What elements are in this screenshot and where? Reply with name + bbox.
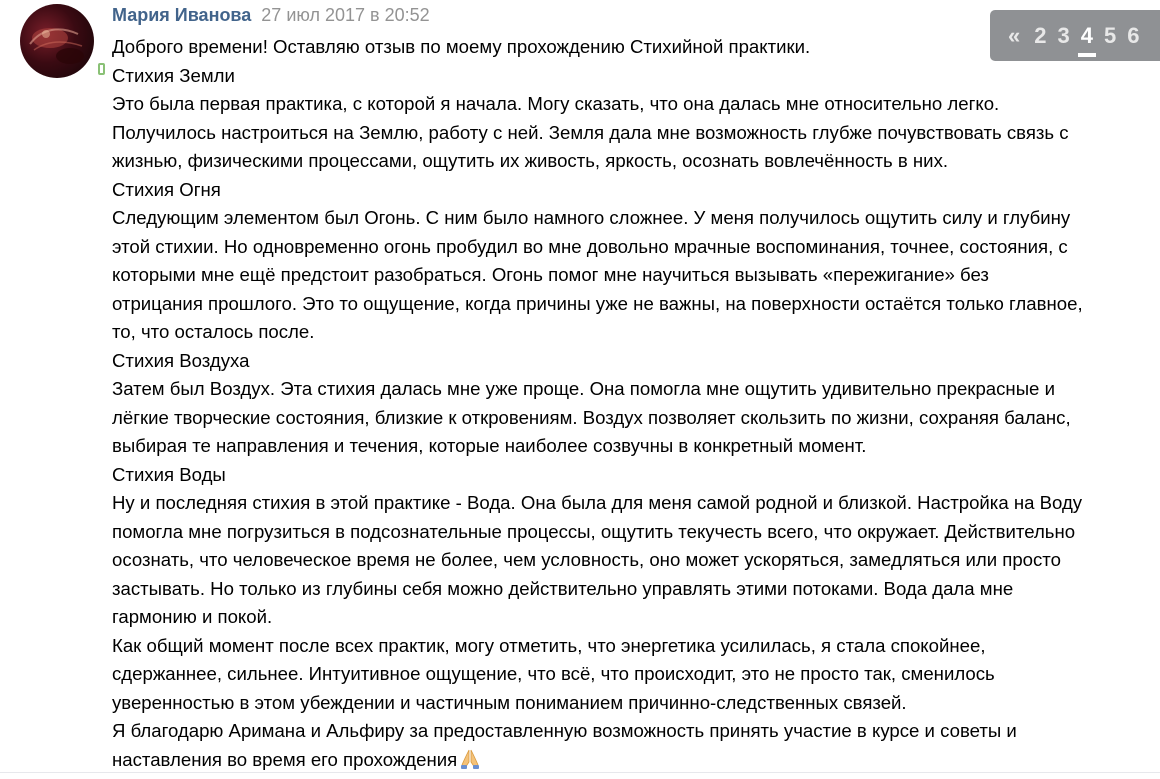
post-line: Это была первая практика, с которой я начала. Могу сказать, что она далась мне относительно легко. xyxy=(112,93,1000,114)
post-line: Доброго времени! Оставляю отзыв по моему прохождению Стихийной практики. xyxy=(112,36,811,57)
post-line: которыми мне ещё предстоит разобраться. Огонь помог мне научиться вызывать «пережигание» без xyxy=(112,264,989,285)
pagination-prev[interactable]: « xyxy=(1008,22,1021,48)
avatar-image xyxy=(20,4,94,78)
post-date-link[interactable]: 27 июл 2017 в 20:52 xyxy=(261,5,430,25)
post-line: осознать, что человеческое время не более, чем условность, оно может ускоряться, замедляться или просто xyxy=(112,549,1061,570)
post-line-heading: Стихия Огня xyxy=(112,178,221,200)
post-line: Затем был Воздух. Эта стихия далась мне уже проще. Она помогла мне ощутить удивительно прекрасные и xyxy=(112,378,1055,399)
author-name-link[interactable]: Мария Иванова xyxy=(112,5,252,25)
post-line-heading: Стихия Воздуха xyxy=(112,349,250,371)
online-mobile-icon xyxy=(94,59,108,79)
pagination-page[interactable]: 2 xyxy=(1034,22,1047,48)
pagination-page[interactable]: 3 xyxy=(1057,22,1070,48)
avatar[interactable] xyxy=(20,4,94,78)
pagination-page-current[interactable]: 4 xyxy=(1080,22,1093,48)
post-line-last xyxy=(112,746,1157,779)
post-line: сдержаннее, сильнее. Интуитивное ощущение, что всё, что происходит, это не просто так, сменилось xyxy=(112,663,995,684)
praying-hands-icon xyxy=(458,748,482,779)
divider xyxy=(0,772,1160,773)
post-line-heading: Стихия Воды xyxy=(112,463,226,485)
post-line: то, что осталось после. xyxy=(112,321,315,342)
post-line: Ну и последняя стихия в этой практике - Вода. Она была для меня самой родной и близкой. Настройка на Воду xyxy=(112,492,1083,513)
post-line: жизнью, физическими процессами, ощутить их живость, яркость, осознать вовлечённость в них. xyxy=(112,150,949,171)
post-header xyxy=(112,4,430,26)
post-line-heading: Стихия Земли xyxy=(112,64,235,86)
post-text xyxy=(112,33,1157,778)
pagination-page[interactable]: 5 xyxy=(1104,22,1117,48)
post-line: лёгкие творческие состояния, близкие к откровениям. Воздух позволяет скользить по жизни, сохраняя баланс, xyxy=(112,406,1071,428)
post-line: застывать. Но только из глубины себя можно действительно управлять этими потоками. Вода дала мне xyxy=(112,577,1014,599)
post-line: этой стихии. Но одновременно огонь пробудил во мне довольно мрачные воспоминания, точнее, состояния, с xyxy=(112,235,1068,257)
post-line: выбирая те направления и течения, которые наиболее созвучны в конкретный момент. xyxy=(112,435,867,456)
author-avatar-wrap[interactable] xyxy=(20,4,94,78)
post-line: отрицания прошлого. Это то ощущение, когда причины уже не важны, на поверхности остаётся только главное, xyxy=(112,292,1083,314)
pagination-page[interactable]: 6 xyxy=(1127,22,1140,48)
post-line: помогла мне погрузиться в подсознательные процессы, ощутить текучесть всего, что окружает. Действительно xyxy=(112,520,1076,542)
post-line: гармонию и покой. xyxy=(112,606,273,627)
post-line: Получилось настроиться на Землю, работу с ней. Земля дала мне возможность глубже почувствовать связь с xyxy=(112,121,1069,143)
post-line-text: наставления во время его прохождения xyxy=(112,748,458,770)
post-line: Следующим элементом был Огонь. С ним было намного сложнее. У меня получилось ощутить силу и глубину xyxy=(112,207,1071,228)
post-line: Я благодарю Аримана и Альфиру за предоставленную возможность принять участие в курсе и советы и xyxy=(112,720,1017,741)
post-line: уверенностью в этом убеждении и частичным пониманием причинно-следственных связей. xyxy=(112,691,907,713)
post-line: Как общий момент после всех практик, могу отметить, что энергетика усилилась, я стала спокойнее, xyxy=(112,634,986,656)
